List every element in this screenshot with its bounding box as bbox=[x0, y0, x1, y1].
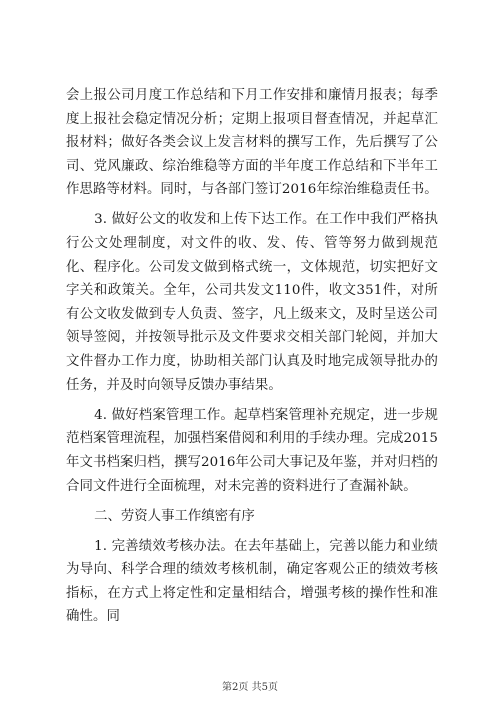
paragraph-continuation: 会上报公司月度工作总结和下月工作安排和廉情月报表；每季度上报社会稳定情况分析；定期上报项目督查情况，并起草汇报材料；做好各类会议上发言材料的撰写工作，先后撰写了公司、党风廉政、综治维稳等方面的半年度工作总结和下半年工作思路等材料。同时，与各部门签订2016年综治维稳责任书。 bbox=[66, 88, 438, 198]
page-number-footer: 第2页 共5页 bbox=[222, 682, 278, 693]
paragraph-archive-management: 4. 做好档案管理工作。起草档案管理补充规定，进一步规范档案管理流程，加强档案借阅和利用的手续办理。完成2015年文书档案归档，撰写2016年公司大事记及年鉴，并对归档的合同文件进行全面梳理，对未完善的资料进行了查漏补缺。 bbox=[66, 407, 438, 494]
paragraph-official-documents: 3. 做好公文的收发和上传下达工作。在工作中我们严格执行公文处理制度，对文件的收、发、传、管等努力做到规范化、程序化。公司发文做到格式统一，文体规范，切实把好文字关和政策关。全年，公司共发文110件，收文351件，对所有公文收发做到专人负责、签字，凡上级来文，及时呈送公司领导签阅，并按领导批示及文件要求交相关部门轮阅，并加大文件督办工作力度，协助相关部门认真及时地完成领导批办的任务，并及时向领导反馈办事结果。 bbox=[66, 212, 438, 393]
document-body bbox=[66, 84, 438, 636]
section-heading-labor-personnel: 二、劳资人事工作缜密有序 bbox=[94, 508, 255, 524]
paragraph-performance-assessment: 1. 完善绩效考核办法。在去年基础上，完善以能力和业绩为导向、科学合理的绩效考核机制，确定客观公正的绩效考核指标，在方式上将定性和定量相结合，增强考核的操作性和准确性。同 bbox=[66, 538, 438, 625]
